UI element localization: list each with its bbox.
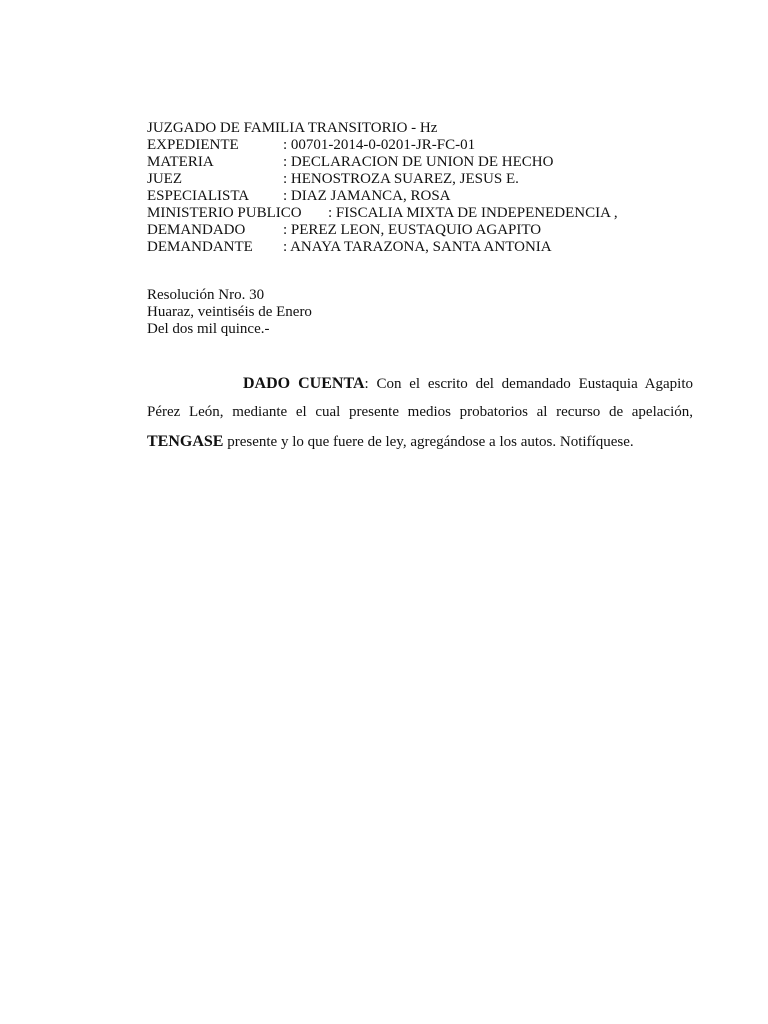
field-label: DEMANDANTE: [147, 239, 253, 255]
tengase-heading: TENGASE: [147, 433, 224, 450]
field-juez: [147, 171, 707, 188]
resolution-number: Resolución Nro. 30: [147, 287, 265, 303]
field-value: : DIAZ JAMANCA, ROSA: [283, 188, 451, 204]
case-header: [147, 120, 707, 256]
field-value: : DECLARACION DE UNION DE HECHO: [283, 154, 554, 170]
field-label: EXPEDIENTE: [147, 137, 239, 153]
field-value: : ANAYA TARAZONA, SANTA ANTONIA: [283, 239, 552, 255]
field-label: JUEZ: [147, 171, 182, 187]
body-line-1-text: : Con el escrito del demandado Eustaquia Agapito: [364, 376, 693, 392]
resolution-place-date: Huaraz, veintiséis de Enero: [147, 304, 312, 320]
field-demandado: [147, 222, 707, 239]
resolution-block: [147, 287, 312, 338]
dado-cuenta-heading: DADO CUENTA: [243, 375, 365, 392]
field-materia: [147, 154, 707, 171]
field-label: DEMANDADO: [147, 222, 246, 238]
field-value: : 00701-2014-0-0201-JR-FC-01: [283, 137, 476, 153]
field-demandante: [147, 239, 707, 256]
body-line-3: [147, 427, 693, 456]
resolution-body: [147, 369, 693, 456]
field-ministerio-publico: [147, 205, 707, 222]
field-expediente: [147, 137, 707, 154]
field-label: MATERIA: [147, 154, 214, 170]
field-especialista: [147, 188, 707, 205]
court-name: JUZGADO DE FAMILIA TRANSITORIO - Hz: [147, 120, 438, 136]
resolution-year: Del dos mil quince.-: [147, 321, 270, 337]
field-value: : PEREZ LEON, EUSTAQUIO AGAPITO: [283, 222, 542, 238]
field-value: : HENOSTROZA SUAREZ, JESUS E.: [283, 171, 519, 187]
field-label: MINISTERIO PUBLICO: [147, 205, 302, 221]
field-label: ESPECIALISTA: [147, 188, 250, 204]
body-line-2: Pérez León, mediante el cual presente medios probatorios al recurso de apelación,: [147, 404, 693, 420]
field-value: : FISCALIA MIXTA DE INDEPENEDENCIA ,: [328, 205, 618, 221]
body-line-3-text: presente y lo que fuere de ley, agregándose a los autos. Notifíquese.: [223, 434, 634, 450]
body-line-1: [147, 369, 693, 398]
